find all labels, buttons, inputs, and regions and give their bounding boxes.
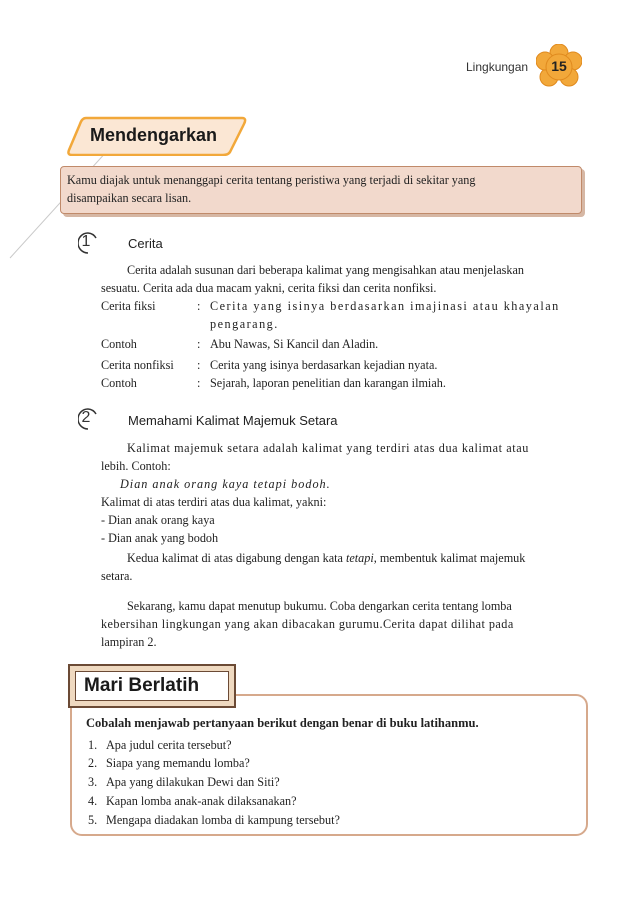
closing-line-2: kebersihan lingkungan yang akan dibacakan gurumu.Cerita dapat dilihat pada [101,617,514,631]
question-text: Apa yang dilakukan Dewi dan Siti? [106,775,280,789]
p2-example: Dian anak orang kaya tetapi bodoh. [120,477,331,491]
def-value-2: Abu Nawas, Si Kancil dan Aladin. [210,337,379,351]
closing-line-1: Sekarang, kamu dapat menutup bukumu. Coba dengarkan cerita tentang lomba [127,599,512,613]
question-number: 5. [88,813,98,827]
question-item [88,738,232,753]
intro-line-2: disampaikan secara lisan. [67,191,192,205]
heading-cerita: Cerita [128,236,163,251]
def-value-1: Cerita yang isinya berdasarkan imajinasi atau khayalan [210,299,560,313]
def-colon-3: : [197,358,201,372]
number-badge-2 [78,408,100,430]
def-colon-4: : [197,376,201,390]
cerita-para-line-2: sesuatu. Cerita ada dua macam yakni, cerita fiksi dan cerita nonfiksi. [101,281,437,295]
def-term-4: Contoh [101,376,137,390]
def-term-1: Cerita fiksi [101,299,156,313]
p2-line-4a: Kedua kalimat di atas digabung dengan kata [127,551,346,565]
practice-title: Mari Berlatih [84,675,200,696]
intro-line-1: Kamu diajak untuk menanggapi cerita tentang peristiwa yang terjadi di sekitar yang [67,173,476,187]
question-number: 4. [88,794,98,808]
intro-text [67,171,573,207]
p2-line-4c: , membentuk kalimat majemuk [373,551,526,565]
def-colon-2: : [197,337,201,351]
number-badge-1 [78,232,100,254]
def-value-1b: pengarang. [210,317,279,331]
section-title: Mendengarkan [90,125,218,145]
practice-tab-inner [75,671,229,701]
question-number: 1. [88,738,98,752]
page-number: 15 [551,58,567,74]
p2-line-4-italic: tetapi [345,551,374,565]
page-number-badge [536,44,582,90]
cerita-para-line-1: Cerita adalah susunan dari beberapa kalimat yang mengisahkan atau menjelaskan [127,263,524,277]
closing-line-3: lampiran 2. [101,635,157,649]
intro-box [60,166,582,214]
number-1: 1 [81,233,91,250]
heading-kalimat-majemuk: Memahami Kalimat Majemuk Setara [128,413,338,428]
p2-bullet-2: - Dian anak yang bodoh [101,531,219,545]
number-2: 2 [81,409,91,426]
question-text: Kapan lomba anak-anak dilaksanakan? [106,794,297,808]
question-item [88,775,280,790]
question-item [88,813,340,828]
section-tab [66,116,248,156]
def-value-4: Sejarah, laporan penelitian dan karangan ilmiah. [210,376,446,390]
running-head-chapter: Lingkungan [466,60,529,74]
p2-line-3: Kalimat di atas terdiri atas dua kalimat, yakni: [101,495,327,509]
p2-line-2: lebih. Contoh: [101,459,171,473]
question-text: Mengapa diadakan lomba di kampung tersebut? [106,813,340,827]
def-value-3: Cerita yang isinya berdasarkan kejadian nyata. [210,358,438,372]
question-item [88,794,297,809]
question-number: 2. [88,756,98,770]
question-text: Siapa yang memandu lomba? [106,756,250,770]
question-text: Apa judul cerita tersebut? [106,738,232,752]
p2-line-4 [127,549,525,567]
def-term-3: Cerita nonfiksi [101,358,174,372]
p2-bullet-1: - Dian anak orang kaya [101,513,215,527]
def-colon-1: : [197,299,201,313]
question-number: 3. [88,775,98,789]
def-term-2: Contoh [101,337,137,351]
p2-line-5: setara. [101,569,133,583]
question-item [88,756,250,771]
p2-line-1: Kalimat majemuk setara adalah kalimat yang terdiri atas dua kalimat atau [127,441,529,455]
practice-instruction: Cobalah menjawab pertanyaan berikut dengan benar di buku latihanmu. [86,716,479,730]
practice-tab [68,664,236,708]
